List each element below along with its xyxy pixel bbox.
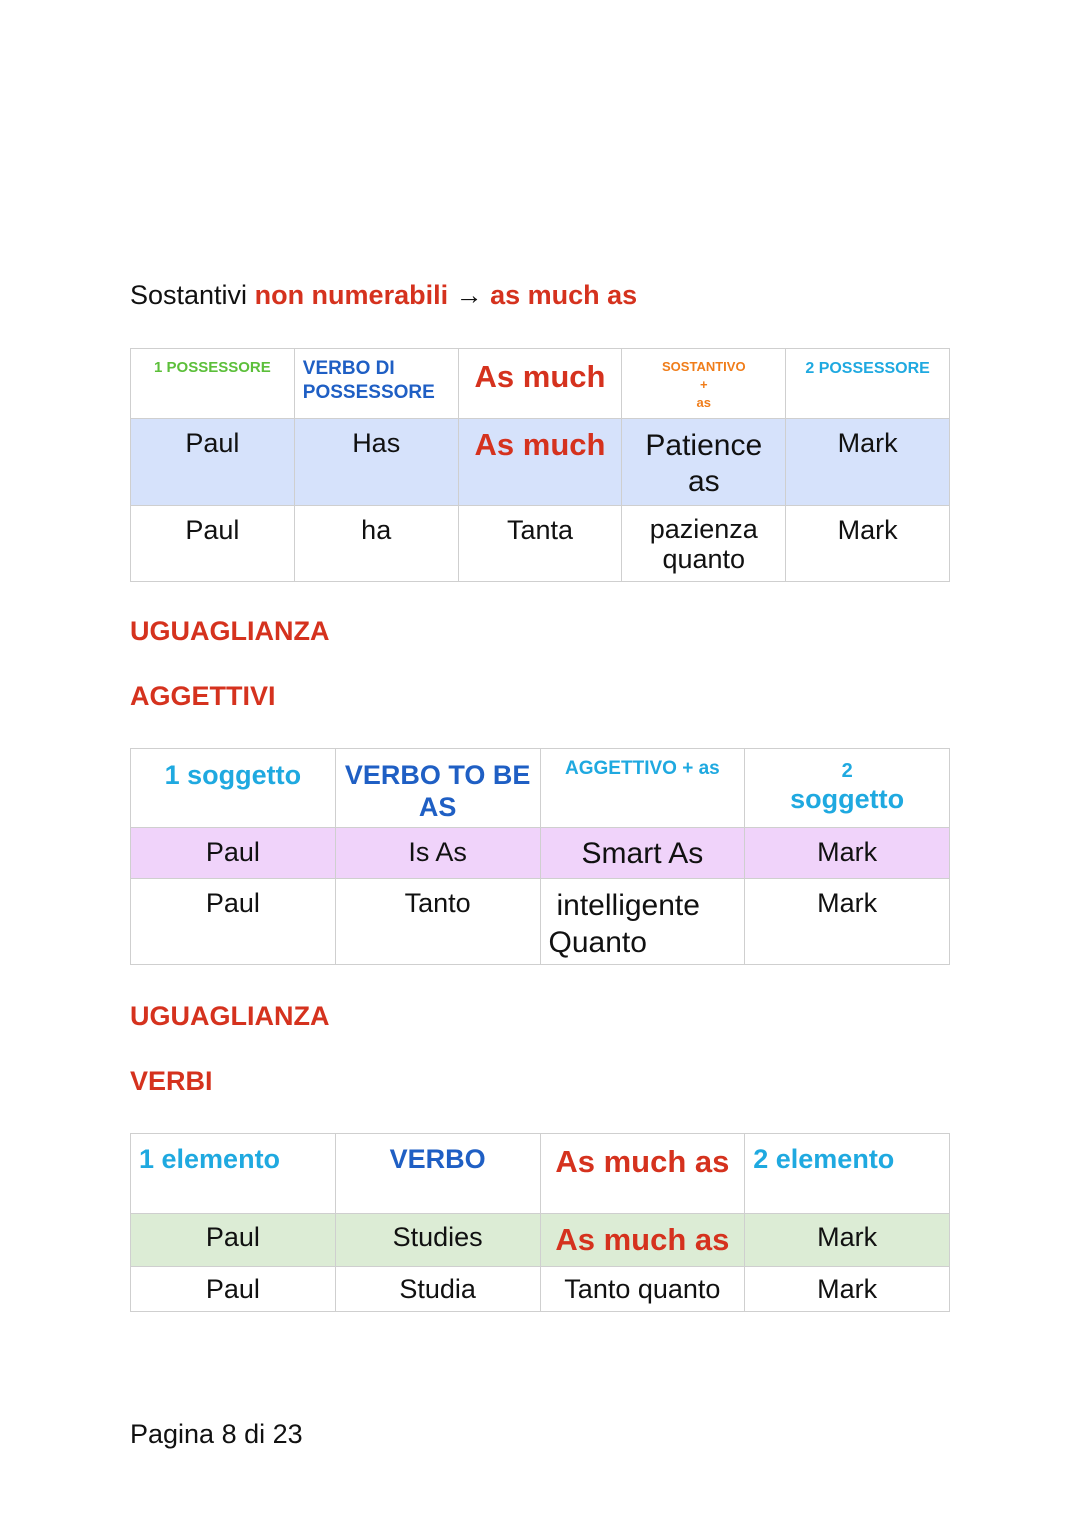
header-cell: 1 POSSESSORE [131, 349, 295, 419]
section-subtitle: AGGETTIVI [130, 681, 276, 711]
table-cell: Mark [745, 1267, 950, 1312]
table-cell: Smart As [540, 828, 745, 879]
header-line: as [696, 395, 712, 410]
table-row [131, 1267, 950, 1312]
table-row [131, 1214, 950, 1267]
header-cell: As much as [540, 1134, 745, 1214]
table-cell: Paul [131, 506, 295, 582]
table-header-row [131, 349, 950, 419]
table-cell: Has [294, 419, 458, 506]
header-cell: VERBO DI POSSESSORE [294, 349, 458, 419]
table-cell: Mark [786, 419, 950, 506]
table-cell: Mark [745, 879, 950, 965]
table-cell: Tanto quanto [540, 1267, 745, 1312]
table-verbs [130, 1133, 950, 1312]
table-cell: Mark [786, 506, 950, 582]
section-title: UGUAGLIANZA [130, 1001, 330, 1031]
intro-prefix: Sostantivi [130, 280, 248, 310]
table-row [131, 828, 950, 879]
header-cell [622, 349, 786, 419]
header-cell: 1 soggetto [131, 749, 336, 828]
table-cell: Patience as [622, 419, 786, 506]
header-cell: 2 POSSESSORE [786, 349, 950, 419]
table-row [131, 506, 950, 582]
table-cell: As much [458, 419, 622, 506]
header-line: SOSTANTIVO [662, 359, 746, 374]
table-header-row [131, 749, 950, 828]
table-cell: pazienza quanto [622, 506, 786, 582]
header-cell: 2 soggetto [745, 749, 950, 828]
table-cell: Paul [131, 879, 336, 965]
header-cell: 1 elemento [131, 1134, 336, 1214]
table-uncountable [130, 348, 950, 582]
table-cell: Studies [335, 1214, 540, 1267]
table-cell: Mark [745, 1214, 950, 1267]
intro-line [130, 278, 637, 312]
table-cell: intelligente Quanto [540, 879, 745, 965]
intro-rule: as much as [490, 280, 638, 310]
table-cell: ha [294, 506, 458, 582]
header-cell: VERBO [335, 1134, 540, 1214]
table-row [131, 419, 950, 506]
table-header-row [131, 1134, 950, 1214]
table-cell: Tanto [335, 879, 540, 965]
table-cell: Paul [131, 419, 295, 506]
table-cell: Paul [131, 828, 336, 879]
table-cell: Paul [131, 1214, 336, 1267]
section-title: UGUAGLIANZA [130, 616, 330, 646]
table-cell: Tanta [458, 506, 622, 582]
header-cell: AGGETTIVO + as [540, 749, 745, 828]
header-line: + [699, 377, 708, 392]
header-cell: As much [458, 349, 622, 419]
table-cell: Studia [335, 1267, 540, 1312]
table-adjectives [130, 748, 950, 965]
table-cell: Paul [131, 1267, 336, 1312]
section-subtitle: VERBI [130, 1066, 213, 1096]
table-cell: As much as [540, 1214, 745, 1267]
table-cell: Mark [745, 828, 950, 879]
header-cell: VERBO TO BE AS [335, 749, 540, 828]
table-cell: Is As [335, 828, 540, 879]
table-row [131, 879, 950, 965]
intro-highlight: non numerabili [254, 280, 449, 310]
header-cell: 2 elemento [745, 1134, 950, 1214]
arrow-icon: → [455, 280, 483, 310]
page-number: Pagina 8 di 23 [130, 1419, 303, 1449]
